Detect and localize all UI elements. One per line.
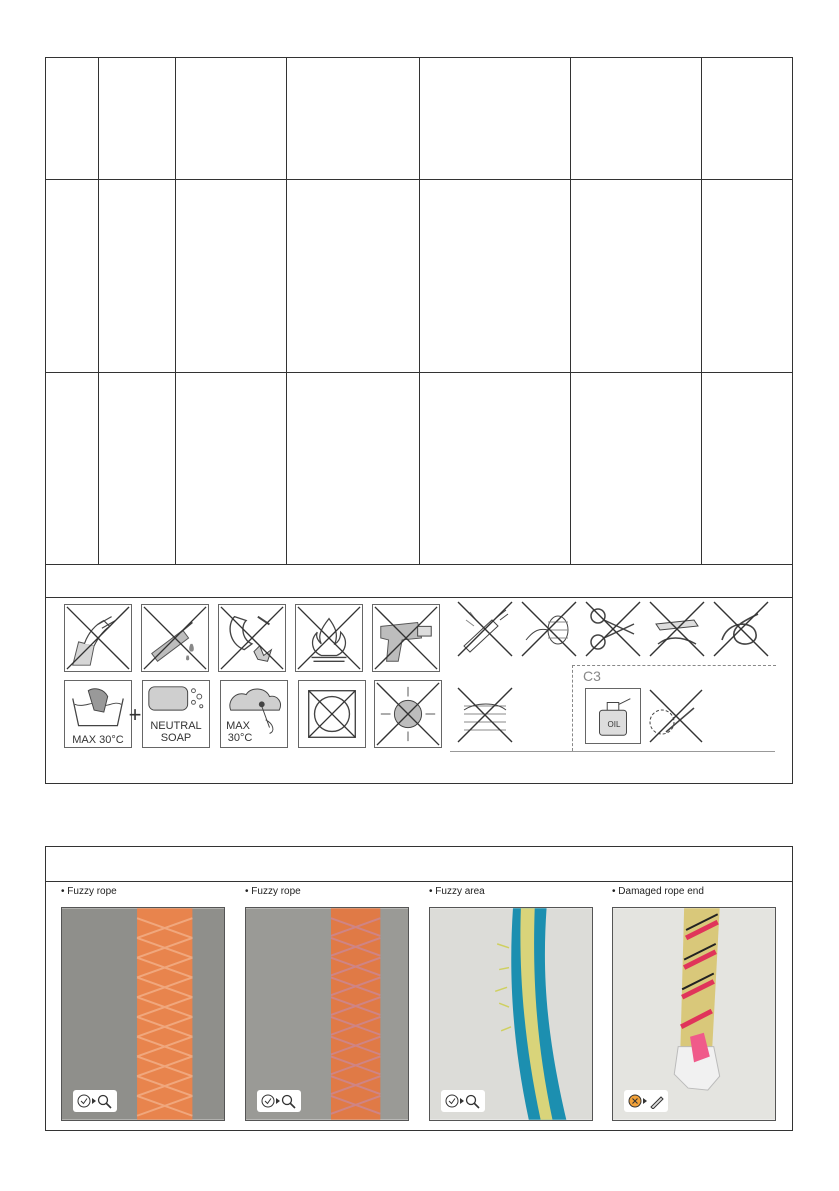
damaged-rope-end-photo bbox=[612, 907, 776, 1121]
oil-label: OIL bbox=[607, 720, 621, 729]
oil-bottle-icon bbox=[585, 688, 641, 744]
no-fire-icon bbox=[295, 604, 363, 672]
photo-caption: • Fuzzy rope bbox=[61, 886, 117, 897]
photo-caption: • Damaged rope end bbox=[612, 886, 704, 897]
cross-cutter-icon bbox=[627, 1093, 665, 1109]
panel-header-divider bbox=[46, 881, 792, 882]
no-sharp-edge-icon bbox=[456, 600, 514, 658]
c3-label: C3 bbox=[583, 668, 601, 684]
table-row-divider bbox=[46, 597, 792, 598]
table-col-divider bbox=[570, 58, 571, 564]
no-drop-impact-icon bbox=[218, 604, 286, 672]
fuzzy-area-photo bbox=[429, 907, 593, 1121]
no-scissors-icon bbox=[584, 600, 642, 658]
check-magnifier-icon bbox=[260, 1093, 298, 1109]
fuzzy-rope-photo bbox=[61, 907, 225, 1121]
no-bleach-soak-icon bbox=[64, 604, 132, 672]
wash-temperature-label: MAX 30°C bbox=[72, 734, 124, 746]
no-chemical-drip-icon bbox=[141, 604, 209, 672]
table-col-divider bbox=[419, 58, 420, 564]
inspect-badge bbox=[257, 1090, 301, 1112]
inspect-badge bbox=[441, 1090, 485, 1112]
plus-sign: + bbox=[128, 702, 142, 727]
dry-label-line1: MAX bbox=[226, 720, 250, 732]
no-knot-friction-icon bbox=[712, 600, 770, 658]
photo-caption: • Fuzzy area bbox=[429, 886, 485, 897]
no-oil-on-gear-icon bbox=[648, 688, 704, 744]
no-winding-icon bbox=[520, 600, 578, 658]
inspect-badge bbox=[73, 1090, 117, 1112]
care-header-cell bbox=[46, 565, 792, 597]
check-magnifier-icon bbox=[76, 1093, 114, 1109]
soap-label-line2: SOAP bbox=[160, 732, 192, 744]
no-direct-sun-icon bbox=[374, 680, 442, 748]
soap-label-line1: NEUTRAL bbox=[150, 720, 202, 732]
no-hot-knife-icon bbox=[648, 600, 706, 658]
symbol-baseline bbox=[450, 751, 775, 752]
table-col-divider bbox=[175, 58, 176, 564]
dry-label-line2: 30°C bbox=[227, 732, 253, 744]
table-col-divider bbox=[286, 58, 287, 564]
table-col-divider bbox=[98, 58, 99, 564]
no-tumble-dry-icon bbox=[298, 680, 366, 748]
no-coil-heat-icon bbox=[456, 686, 514, 744]
check-magnifier-icon bbox=[444, 1093, 482, 1109]
no-heat-gun-icon bbox=[372, 604, 440, 672]
photo-caption: • Fuzzy rope bbox=[245, 886, 301, 897]
reject-badge bbox=[624, 1090, 668, 1112]
table-col-divider bbox=[701, 58, 702, 564]
fuzzy-rope-photo bbox=[245, 907, 409, 1121]
